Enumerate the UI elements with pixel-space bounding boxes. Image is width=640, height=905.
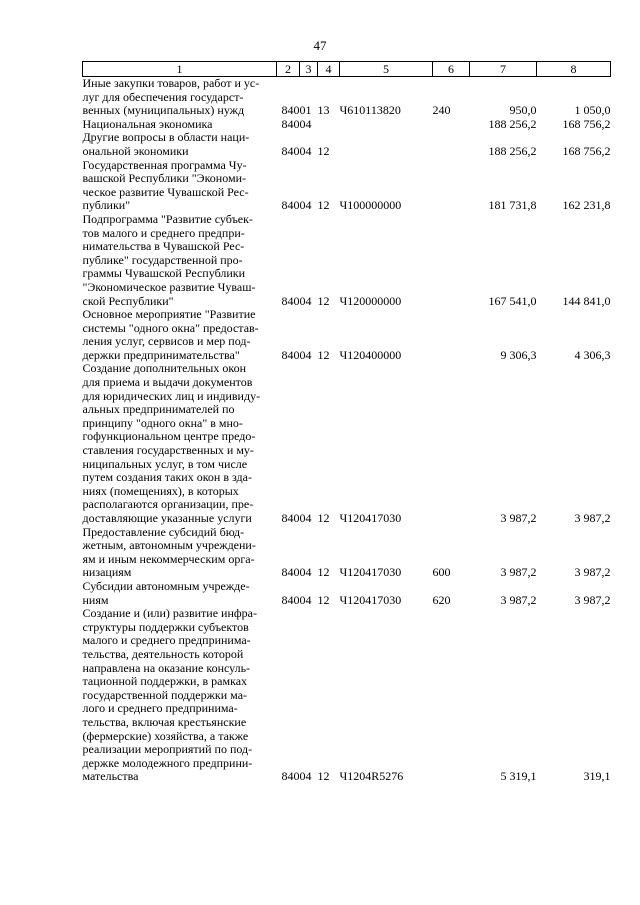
row-sum-year2: 144 841,0 — [562, 293, 611, 308]
row-expense-type — [433, 159, 470, 213]
row-grbs: 840 — [281, 511, 300, 525]
row-grbs: 840 — [281, 565, 300, 580]
row-section: 04 — [299, 293, 312, 308]
row-expense-type — [433, 308, 470, 362]
header-col-7: 7 — [470, 62, 537, 77]
row-sum-year1: 167 541,0 — [488, 293, 537, 308]
row-sum-year1: 3 987,2 — [500, 565, 537, 580]
header-col-8: 8 — [537, 62, 611, 77]
budget-table — [82, 61, 611, 784]
row-target-code: Ч120417030 — [339, 511, 402, 525]
row-subsection: 12 — [317, 143, 330, 158]
row-sum-year1: 188 256,2 — [488, 116, 537, 131]
row-sum-year1: 181 731,8 — [488, 198, 537, 213]
table-row — [83, 159, 611, 213]
row-sum-year1: 3 987,2 — [500, 592, 537, 607]
table-row — [83, 580, 611, 607]
row-sum-year2: 168 756,2 — [562, 143, 611, 158]
row-expense-type: 620 — [432, 592, 451, 607]
row-section: 04 — [299, 511, 312, 525]
row-sum-year1: 5 319,1 — [500, 769, 537, 784]
header-col-5: 5 — [340, 62, 433, 77]
row-subsection: 12 — [317, 293, 330, 308]
row-target-code — [340, 118, 433, 132]
table-row — [83, 362, 611, 525]
row-sum-year2: 1 050,0 — [574, 103, 611, 118]
row-section: 04 — [299, 143, 312, 158]
row-section: 01 — [299, 103, 312, 118]
row-subsection: 12 — [317, 347, 330, 362]
row-subsection: 12 — [317, 511, 330, 525]
row-section: 04 — [299, 347, 312, 362]
row-target-code: Ч100000000 — [339, 198, 402, 213]
row-name: Национальная экономика — [82, 116, 213, 131]
row-expense-type — [433, 362, 470, 525]
row-subsection: 12 — [317, 592, 330, 607]
header-col-1: 1 — [83, 62, 277, 77]
row-grbs: 840 — [281, 198, 300, 213]
row-name: Предоставление субсидий бюд- жетным, автономным учреждени- ям и иным некоммерческим орга- низациям — [82, 524, 256, 580]
row-subsection: 12 — [317, 198, 330, 213]
row-grbs: 840 — [281, 143, 300, 158]
header-col-4: 4 — [318, 62, 340, 77]
row-sum-year2: 319,1 — [583, 769, 611, 784]
row-name: Создание и (или) развитие инфра- структуры поддержки субъектов малого и среднего предпринима- тельства, деятельность которой направлена на оказание консуль- тационной поддержки, в рамках государственной поддержки ма- лого и среднего предпринима- тельства, включая крестьянские (фермерские) хозяйства, а также реализации мероприятий по под- держке молодежного предприни- мательства — [82, 606, 257, 784]
row-name: Субсидии автономным учрежде- ниям — [82, 578, 250, 607]
row-grbs: 840 — [281, 103, 300, 118]
row-sum-year2: 168 756,2 — [562, 116, 611, 131]
row-expense-type — [433, 213, 470, 308]
table-row — [83, 77, 611, 118]
row-grbs: 840 — [281, 116, 300, 131]
header-col-3: 3 — [300, 62, 318, 77]
row-grbs: 840 — [281, 769, 300, 784]
row-target-code: Ч1204R5276 — [339, 769, 404, 784]
row-section: 04 — [299, 116, 312, 131]
row-subsection — [318, 118, 340, 132]
table-row — [83, 118, 611, 132]
page-number: 47 — [313, 38, 327, 53]
row-sum-year2: 3 987,2 — [574, 565, 611, 580]
row-section: 04 — [299, 592, 312, 607]
row-expense-type: 240 — [432, 103, 451, 118]
header-col-2: 2 — [277, 62, 300, 77]
row-subsection: 12 — [317, 769, 330, 784]
row-sum-year1: 3 987,2 — [500, 511, 537, 525]
row-subsection: 12 — [317, 565, 330, 580]
row-expense-type — [433, 118, 470, 132]
row-name: Другие вопросы в области наци- ональной экономики — [82, 130, 250, 158]
row-sum-year2: 3 987,2 — [574, 592, 611, 607]
table-header-row — [83, 62, 611, 77]
row-target-code: Ч120417030 — [339, 565, 402, 580]
row-name: Иные закупки товаров, работ и ус- луг для обеспечения государст- венных (муниципальных) нужд — [82, 76, 260, 118]
row-expense-type — [433, 607, 470, 784]
row-grbs: 840 — [281, 347, 300, 362]
row-name: Подпрограмма "Развитие субъек- тов малого и среднего предпри- нимательства в Чувашской Рес- публике" государственной про- граммы Чувашской Республики "Экономическое развитие Чуваш- ской Республики" — [82, 211, 256, 308]
table-row — [83, 131, 611, 158]
table-row — [83, 526, 611, 580]
row-section: 04 — [299, 769, 312, 784]
row-sum-year2: 4 306,3 — [574, 347, 611, 362]
row-sum-year2: 162 231,8 — [562, 198, 611, 213]
row-sum-year2: 3 987,2 — [574, 511, 611, 525]
row-grbs: 840 — [281, 293, 300, 308]
row-grbs: 840 — [281, 592, 300, 607]
row-name: Государственная программа Чу- вашской Республики "Экономи- ческое развитие Чувашской Рес- публики" — [82, 157, 249, 213]
row-target-code — [340, 131, 433, 158]
header-col-6: 6 — [433, 62, 470, 77]
row-expense-type — [433, 131, 470, 158]
row-target-code: Ч610113820 — [339, 103, 401, 118]
table-row — [83, 213, 611, 308]
row-sum-year1: 9 306,3 — [500, 347, 537, 362]
row-target-code: Ч120417030 — [339, 592, 402, 607]
row-expense-type: 600 — [432, 565, 451, 580]
table-row — [83, 607, 611, 784]
row-target-code: Ч120000000 — [339, 293, 402, 308]
row-section: 04 — [299, 198, 312, 213]
row-name: Основное мероприятие "Развитие системы "одного окна" предостав- ления услуг, сервисов и мер под- держки предпринимательства" — [82, 307, 259, 362]
row-name: Создание дополнительных окон для приема и выдачи документов для юридических лиц и индивиду- альных предпринимателей по принципу "одного окна" в мно- гофункциональном центре предо- ставления государственных и му- ниципальных услуг, в том числе путем создания таких окон в зда- ниях (помещениях), в которых располагаются организации, пре- доставляющие указанные услуги — [82, 361, 261, 525]
row-target-code: Ч120400000 — [339, 347, 402, 362]
row-section: 04 — [299, 565, 312, 580]
table-row — [83, 308, 611, 362]
row-subsection: 13 — [317, 103, 330, 118]
row-sum-year1: 188 256,2 — [488, 143, 537, 158]
row-sum-year1: 950,0 — [509, 103, 537, 118]
